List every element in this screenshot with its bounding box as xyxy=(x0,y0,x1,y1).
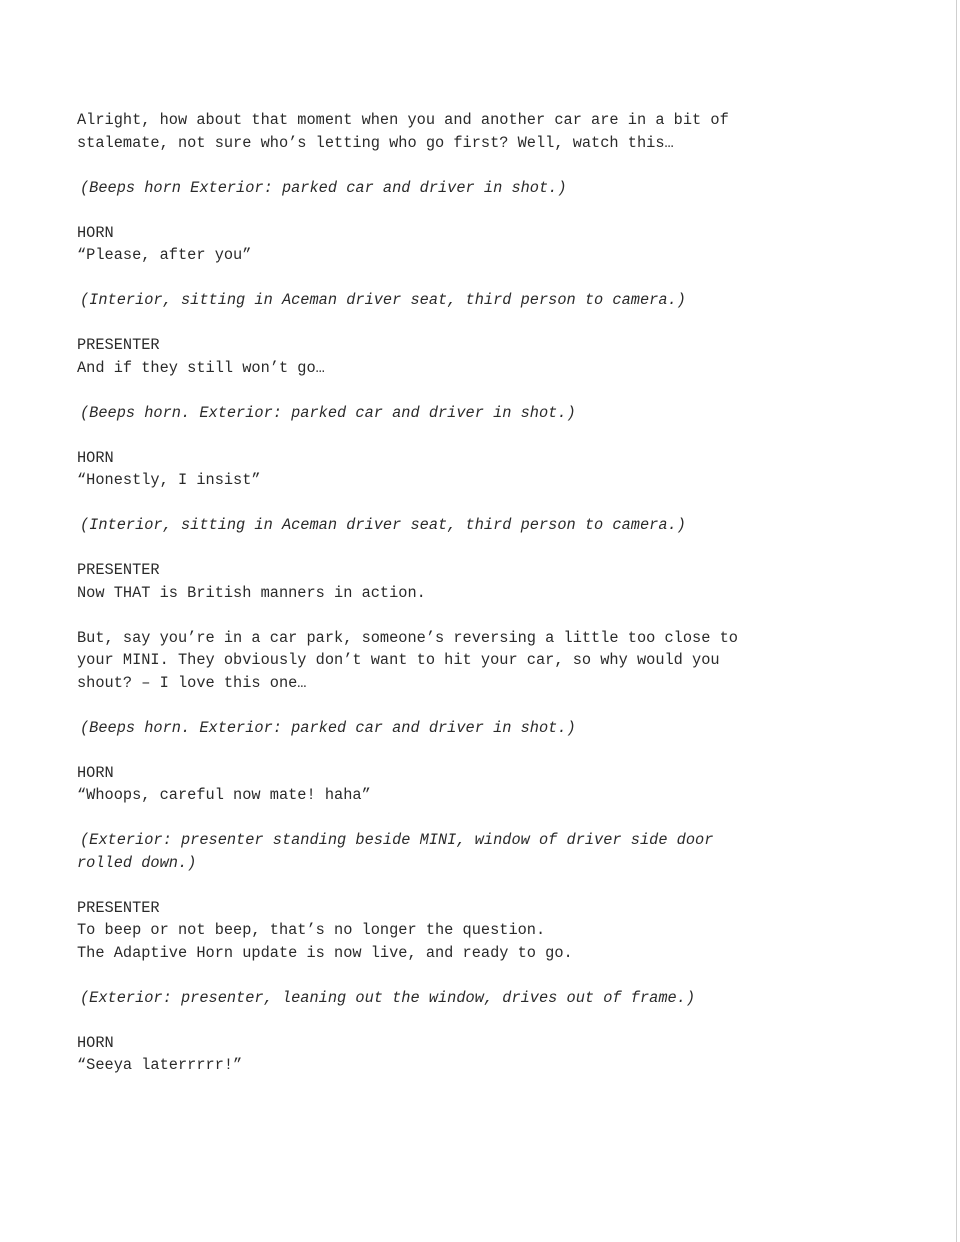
spacer xyxy=(77,807,857,830)
spacer xyxy=(77,492,857,515)
stage-direction: (Interior, sitting in Aceman driver seat, third person to camera.) xyxy=(80,291,686,309)
speaker-name: PRESENTER xyxy=(77,336,160,354)
dialogue-line: shout? – I love this one… xyxy=(77,673,307,692)
dialogue-line: Now THAT is British manners in action. xyxy=(77,583,426,602)
speaker-name: HORN xyxy=(77,763,114,782)
speaker-name: HORN xyxy=(77,448,114,467)
spacer xyxy=(77,312,857,335)
spacer xyxy=(77,964,857,987)
speaker-name: PRESENTER xyxy=(77,561,160,579)
speaker-name: HORN xyxy=(77,223,114,242)
stage-direction: (Exterior: presenter standing beside MINI, window of driver side door xyxy=(80,831,714,849)
stage-direction: (Exterior: presenter, leaning out the window, drives out of frame.) xyxy=(80,988,696,1007)
dialogue-line: And if they still won’t go… xyxy=(77,358,325,377)
script-body xyxy=(77,109,857,1077)
stage-direction: (Interior, sitting in Aceman driver seat, third person to camera.) xyxy=(80,516,686,534)
spacer xyxy=(77,267,857,290)
dialogue-line: “Please, after you” xyxy=(77,246,252,264)
speaker-name: HORN xyxy=(77,1033,114,1052)
spacer xyxy=(77,694,857,717)
stage-direction: (Beeps horn Exterior: parked car and driver in shot.) xyxy=(80,178,567,197)
spacer xyxy=(77,874,857,897)
stage-direction: rolled down.) xyxy=(77,853,197,872)
spacer xyxy=(77,1009,857,1032)
stage-direction: (Beeps horn. Exterior: parked car and driver in shot.) xyxy=(80,718,576,737)
spacer xyxy=(77,199,857,222)
dialogue-line: “Honestly, I insist” xyxy=(77,471,261,489)
dialogue-line: To beep or not beep, that’s no longer the question. xyxy=(77,921,546,939)
dialogue-line: But, say you’re in a car park, someone’s reversing a little too close to xyxy=(77,628,738,647)
spacer xyxy=(77,537,857,560)
stage-direction: (Beeps horn. Exterior: parked car and driver in shot.) xyxy=(80,403,576,422)
narration-line: Alright, how about that moment when you and another car are in a bit of xyxy=(77,111,729,129)
speaker-name: PRESENTER xyxy=(77,898,160,917)
dialogue-line: “Seeya laterrrrr!” xyxy=(77,1056,243,1074)
spacer xyxy=(77,154,857,177)
spacer xyxy=(77,424,857,447)
dialogue-line: The Adaptive Horn update is now live, and ready to go. xyxy=(77,943,573,962)
narration-line: stalemate, not sure who’s letting who go first? Well, watch this… xyxy=(77,133,674,152)
spacer xyxy=(77,379,857,402)
spacer xyxy=(77,604,857,627)
dialogue-line: your MINI. They obviously don’t want to hit your car, so why would you xyxy=(77,651,720,669)
spacer xyxy=(77,739,857,762)
dialogue-line: “Whoops, careful now mate! haha” xyxy=(77,786,371,804)
